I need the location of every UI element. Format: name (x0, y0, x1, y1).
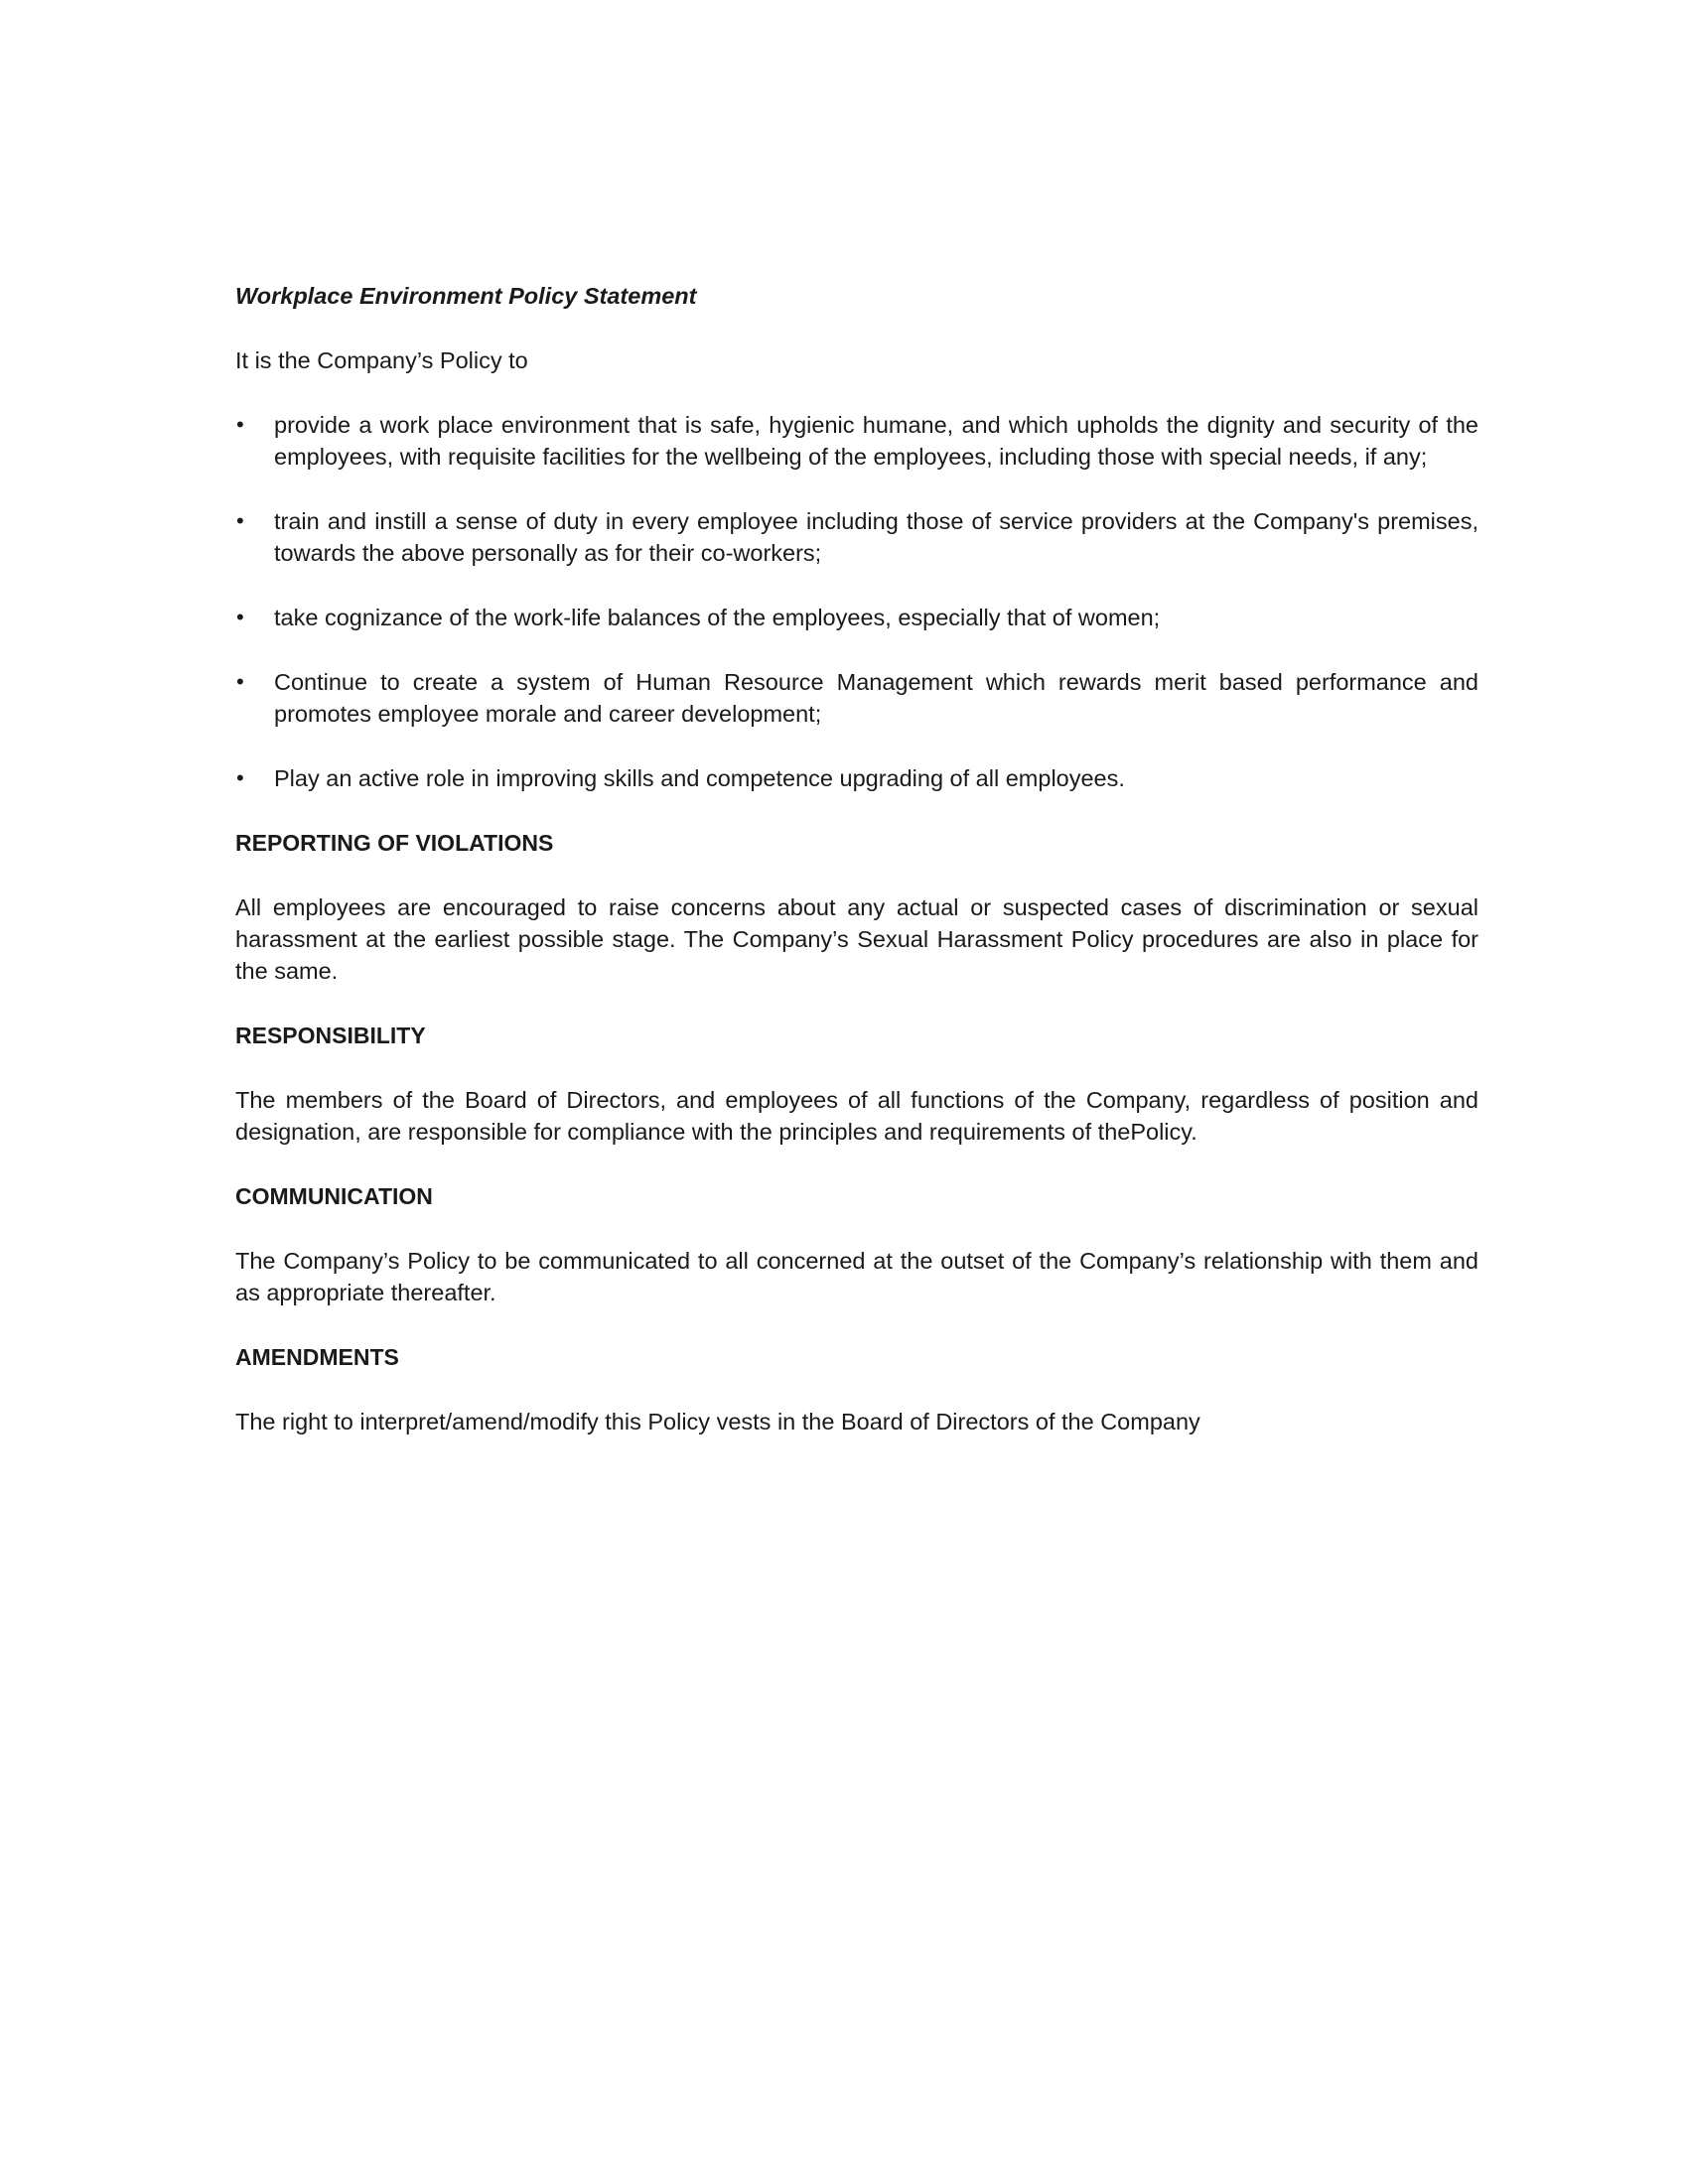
policy-list (235, 409, 1478, 794)
list-item (235, 505, 1478, 569)
list-item-text: Continue to create a system of Human Resource Management which rewards merit based performance and promotes employee morale and career development; (274, 669, 1478, 727)
list-item-text: Play an active role in improving skills and competence upgrading of all employees. (274, 765, 1125, 791)
bullet-icon: • (236, 669, 244, 694)
reporting-heading: REPORTING OF VIOLATIONS (235, 830, 554, 856)
responsibility-heading: RESPONSIBILITY (235, 1023, 426, 1048)
bullet-icon: • (236, 765, 244, 790)
amendments-body: The right to interpret/amend/modify this Policy vests in the Board of Directors of the Company (235, 1409, 1200, 1434)
list-item (235, 762, 1478, 794)
policy-intro: It is the Company’s Policy to (235, 347, 528, 373)
bullet-icon: • (236, 605, 244, 629)
document-page (235, 280, 1478, 1470)
communication-heading: COMMUNICATION (235, 1183, 433, 1209)
list-item (235, 666, 1478, 730)
responsibility-section (235, 1020, 1478, 1148)
list-item-text: take cognizance of the work-life balances of the employees, especially that of women; (274, 605, 1161, 630)
communication-section (235, 1180, 1478, 1308)
list-item-text: train and instill a sense of duty in every employee including those of service providers at the Company's premises, towards the above personally as for their co-workers; (274, 508, 1478, 566)
list-item-text: provide a work place environment that is safe, hygienic humane, and which upholds the dignity and security of the employees, with requisite facilities for the wellbeing of the employees, including those with special needs, if any; (274, 412, 1478, 470)
bullet-icon: • (236, 412, 244, 437)
amendments-section (235, 1341, 1478, 1437)
list-item (235, 602, 1478, 633)
responsibility-body: The members of the Board of Directors, and employees of all functions of the Company, regardless of position and designation, are responsible for compliance with the principles and requirements of thePolicy. (235, 1087, 1478, 1145)
document-title: Workplace Environment Policy Statement (235, 283, 697, 309)
reporting-body: All employees are encouraged to raise concerns about any actual or suspected cases of discrimination or sexual harassment at the earliest possible stage. The Company’s Sexual Harassment Policy procedures are also in place for the same. (235, 894, 1478, 984)
amendments-heading: AMENDMENTS (235, 1344, 399, 1370)
reporting-section (235, 827, 1478, 987)
bullet-icon: • (236, 508, 244, 533)
communication-body: The Company’s Policy to be communicated to all concerned at the outset of the Company’s relationship with them and as appropriate thereafter. (235, 1248, 1478, 1305)
list-item (235, 409, 1478, 473)
